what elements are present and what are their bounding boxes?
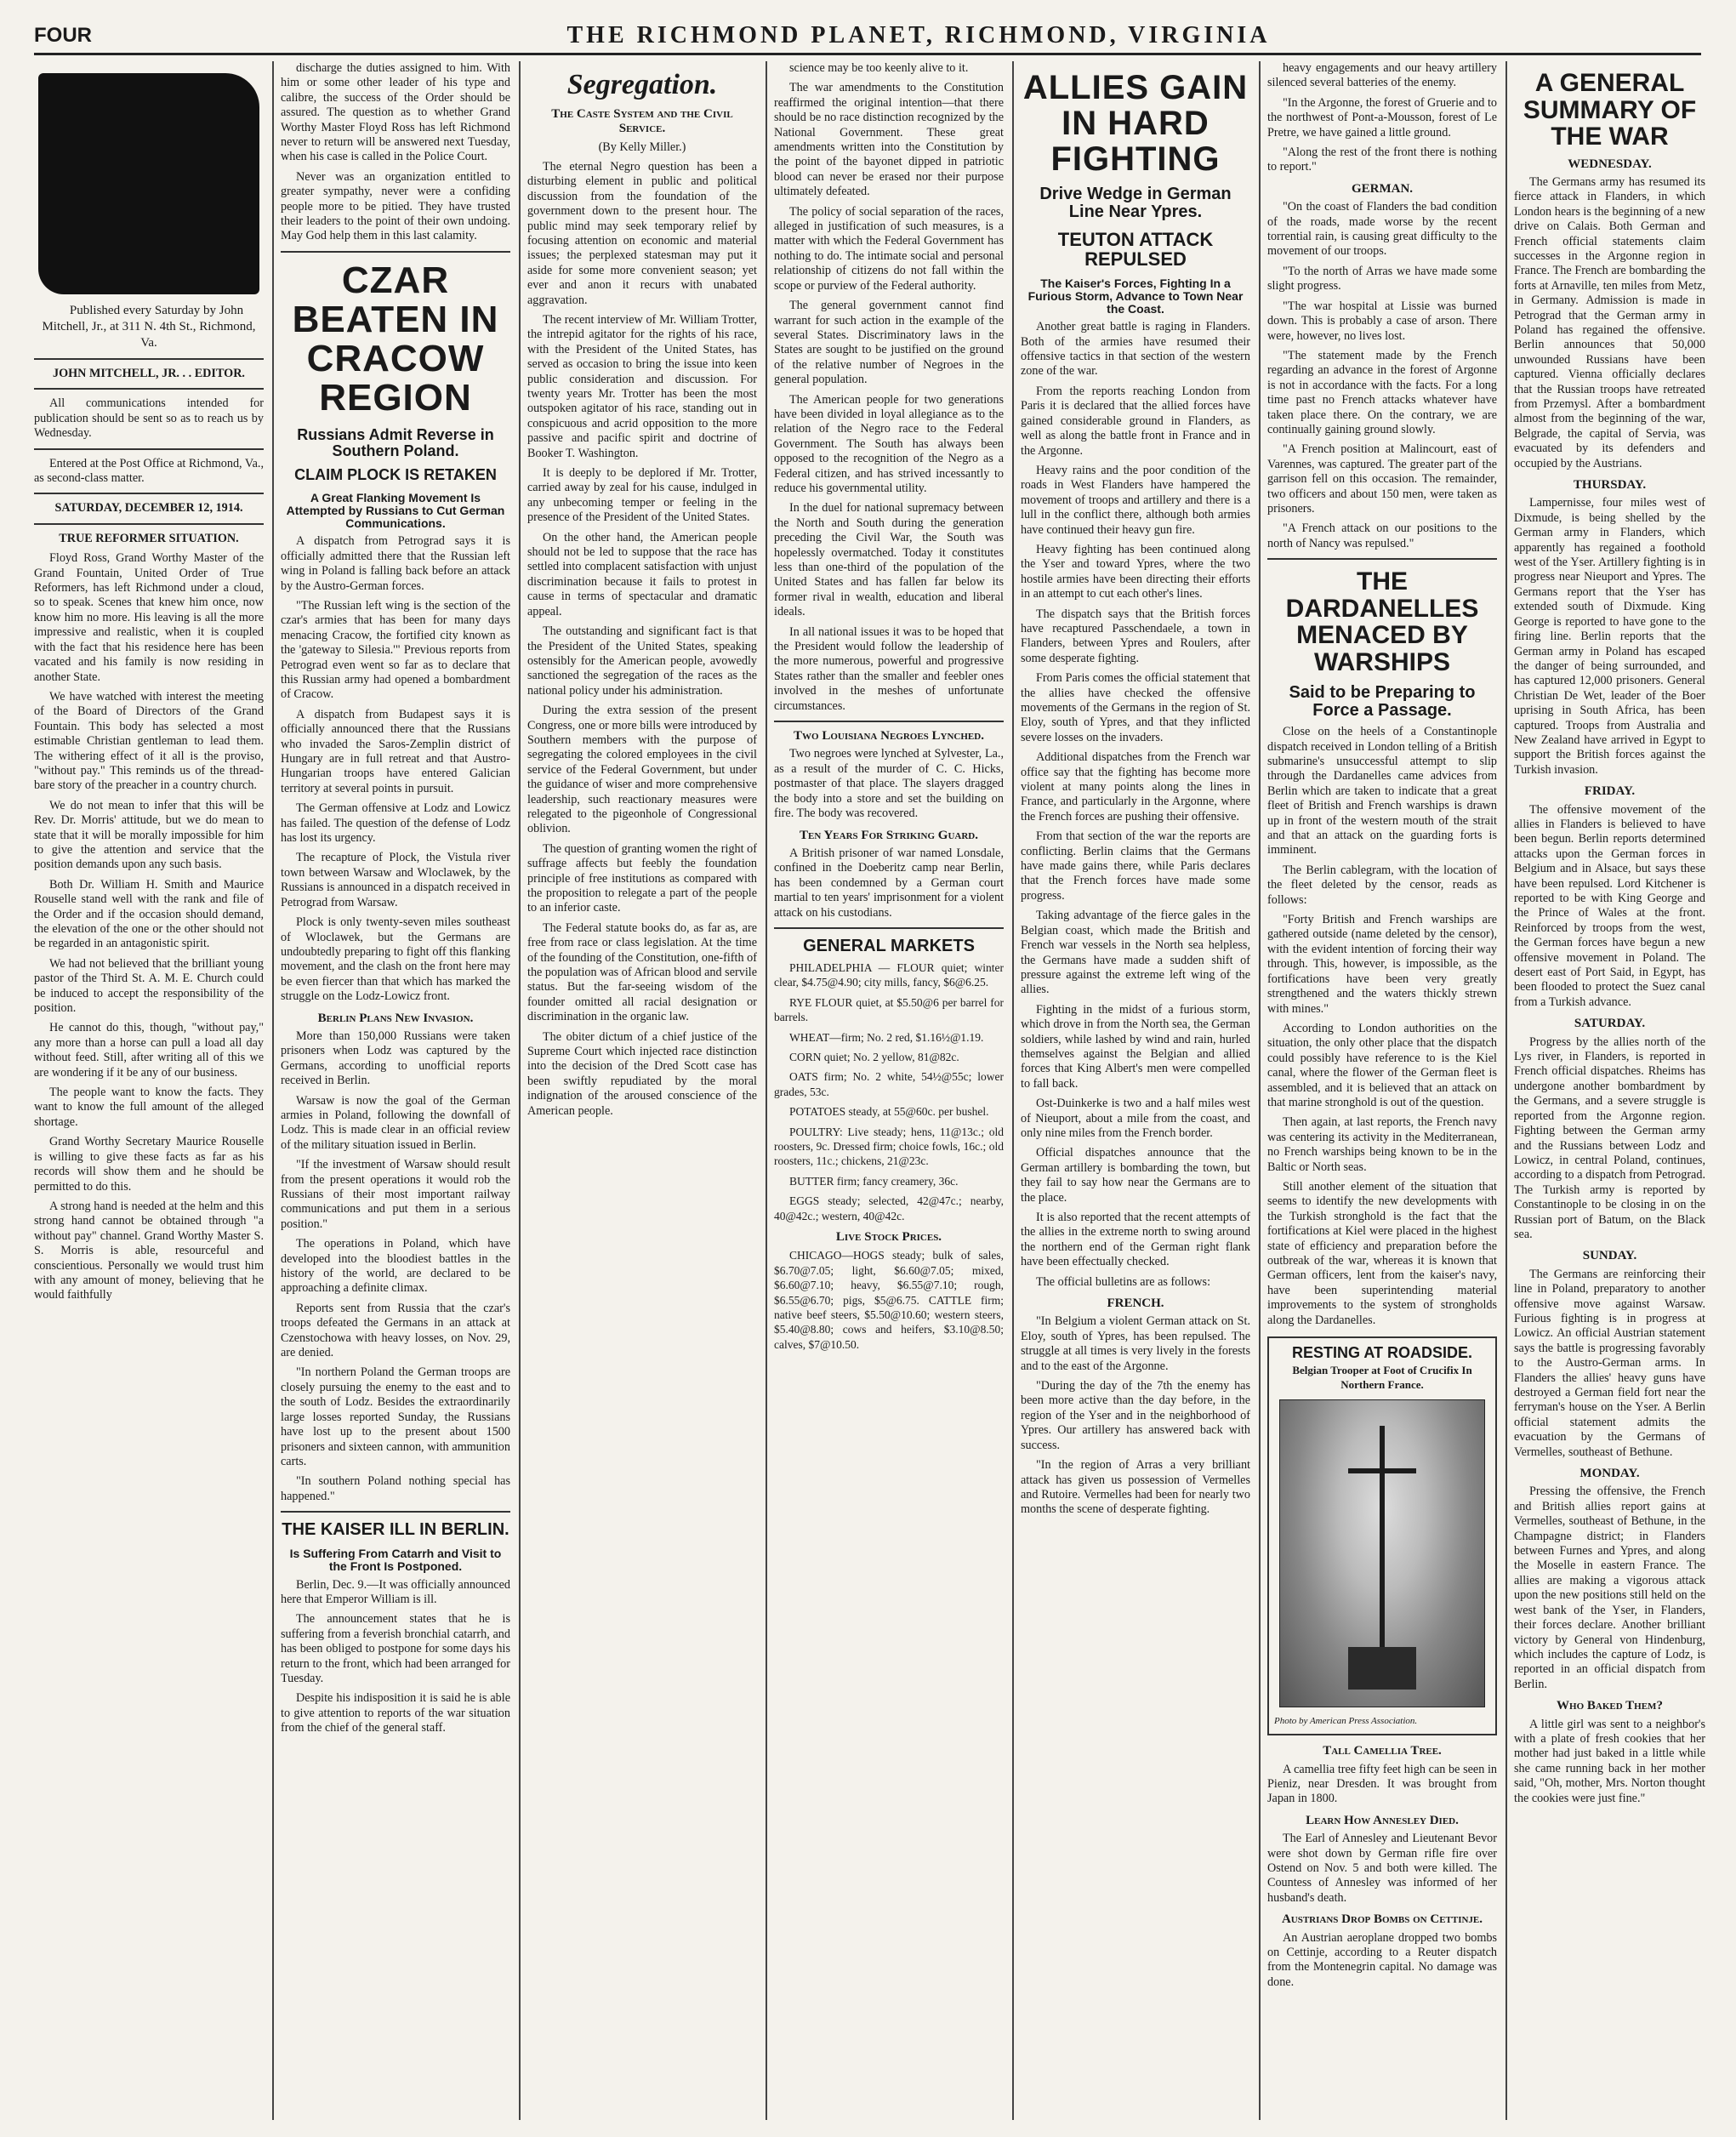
article-paragraph: Reports sent from Russia that the czar's troops defeated the Germans in an attack at Czenstochowa with heavy losses, on Nov. 29, are denied. <box>281 1301 510 1360</box>
deck: A Great Flanking Movement Is Attempted by Russians to Cut German Communications. <box>286 491 505 530</box>
day-heading: WEDNESDAY. <box>1568 157 1652 171</box>
article-paragraph: A strong hand is needed at the helm and this strong hand cannot be obtained through "a without pay" channel. Grand Worthy Master S. S. Morris is able, resourceful and conscientious. Personally we would trust him with any amount of money, believing that he would faithfully <box>34 1199 264 1302</box>
article-paragraph: An Austrian aeroplane dropped two bombs on Cettinje, according to a Reuter dispatch from the Montenegrin capital. No damage was done. <box>1267 1930 1497 1989</box>
page-number: FOUR <box>34 24 92 47</box>
article-paragraph: A British prisoner of war named Lonsdale, confined in the Doeberitz camp near Berlin, has been condemned by a German court martial to ten years' imprisonment for a violent attack on his custodians. <box>774 846 1004 920</box>
article-paragraph: Taking advantage of the fierce gales in the Belgian coast, which made the British and French war vessels in the North sea helpless, the Germans have made a sudden shift of pressure against the extreme left wing of the allies. <box>1021 909 1250 997</box>
article-paragraph: Still another element of the situation that seems to identify the new developments with the Turkish stronghold is the fact that the fortifications at Kiel were placed in the highest state of efficiency and preparation before the outbreak of the war, whereas it is known that German officers, lent from the kaiser's navy, have been superintending material improvements to the system of strongholds along the Dardanelles. <box>1267 1179 1497 1327</box>
article-paragraph: The Germans army has resumed its fierce attack in Flanders, in which London hears is the beginning of a new drive on Calais. Both German and French official statements claim successes in the Argonne region in France. The French are bombarding the forts at Arnaville, ten miles from Metz, in Germany. Admission is made in Petrograd that the German army in Poland has regained the offensive. Berlin announces that 50,000 unwounded Russians have been captured. Vienna officially declares that the Russian troops have retreated from Przemysl. After a bombardment almost from the beginning of the war, Belgrade, the capital of Servia, was evacuated by its defenders and occupied by the Austrians. <box>1514 174 1705 470</box>
photo-title: RESTING AT ROADSIDE. <box>1291 1344 1472 1362</box>
notice-communications: All communications intended for publication should be sent so as to reach us by Wednesday. <box>34 396 264 441</box>
article-paragraph: "On the coast of Flanders the bad condition of the roads, made worse by the recent torrential rain, is causing great difficulty to the movement of our troops. <box>1267 200 1497 259</box>
article-paragraph: From that section of the war the reports are conflicting. Berlin claims that the Germans have made gains there, while Paris declares that the French forces have made some progress. <box>1021 829 1250 903</box>
article-paragraph: From the reports reaching London from Paris it is declared that the allied forces have gained considerable ground in Flanders, as well as along the battle front in France and in the Argonne. <box>1021 384 1250 458</box>
column-7 <box>1514 61 1705 2120</box>
headline-allies: ALLIES GAIN IN HARD FIGHTING <box>1022 69 1249 178</box>
market-line: CORN quiet; No. 2 yellow, 81@82c. <box>789 1050 959 1063</box>
article-paragraph: discharge the duties assigned to him. With him or some other leader of his type and calibre, the success of the Order should be assured. The question as to whether Grand Worthy Master Floyd Ross has left Richmond never to return will be answered next Tuesday, when his case is called in the Police Court. <box>281 61 510 164</box>
subhead: Said to be Preparing to Force a Passage. <box>1289 683 1476 721</box>
article-paragraph: The dispatch says that the British forces have recaptured Passchendaele, a town in Flanders, between Ypres and Roulers, after some desperate fighting. <box>1021 607 1250 665</box>
column-6 <box>1267 61 1497 2120</box>
deck: Is Suffering From Catarrh and Visit to the Front Is Postponed. <box>289 1547 502 1573</box>
article-paragraph: The recent interview of Mr. William Trotter, the intrepid agitator for the rights of his race, with the President of the United States, has served as occasion to bring the issue into keen public consideration and discussion. For twenty years Mr. Trotter has been the most outspoken agitator of his race, standing out in conspicuous and acrid opposition to the more passive and pacific spirit and doctrine of Booker T. Washington. <box>527 312 757 460</box>
article-paragraph: "In Belgium a violent German attack on St. Eloy, south of Ypres, has been repulsed. The struggle at all times is very lively in the forests and to the east of the Argonne. <box>1021 1314 1250 1373</box>
masthead <box>34 19 1701 55</box>
subhead: GERMAN. <box>1351 181 1414 196</box>
article-paragraph: The eternal Negro question has been a disturbing element in public and political discussion from the foundation of the government down to the present hour. The public mind may seek temporary relief by focusing attention on economic and material issues; the perplexed statesman may put it aside for some more convenient season; yet ever and anon it recurs with unabated aggravation. <box>527 159 757 307</box>
column-3 <box>527 61 757 2120</box>
article-paragraph: Never was an organization entitled to greater sympathy, never were a confiding people more to be pitied. They have trusted their leaders to the point of their own undoing. May God help them in this last calamity. <box>281 169 510 243</box>
article-paragraph: "To the north of Arras we have made some slight progress. <box>1267 264 1497 293</box>
headline-markets: GENERAL MARKETS <box>803 936 975 955</box>
article-paragraph: "The Russian left wing is the section of the czar's armies that has been for many days menacing Cracow, the fortified city known as the 'gateway to Silesia.'" Previous reports from Petrograd even went so far as to declare that this Russian army had opened a bombardment of Cracow. <box>281 598 510 702</box>
column-4 <box>774 61 1004 2120</box>
headline-czar: CZAR BEATEN IN CRACOW REGION <box>292 259 499 419</box>
article-paragraph: The announcement states that he is suffering from a feverish bronchial catarrh, and has been obliged to postpone for some days his return to the front, which had been arranged for Tuesday. <box>281 1612 510 1685</box>
article-paragraph: Warsaw is now the goal of the German armies in Poland, following the downfall of Lodz. This is made clear in an official review of the military situation issued in Berlin. <box>281 1093 510 1152</box>
subhead: Berlin Plans New Invasion. <box>317 1011 474 1025</box>
column-1 <box>34 61 264 2120</box>
article-paragraph: "The statement made by the French regarding an advance in the forest of Argonne is not in accordance with the facts. For a long time past no French attacks whatever have taken place there. On the contrary, we are continually gaining ground slowly. <box>1267 348 1497 436</box>
article-paragraph: It is deeply to be deplored if Mr. Trotter, carried away by zeal for his cause, indulged in any unbecoming temper or feeling in the presence of the President of the United States. <box>527 466 757 525</box>
subhead: Drive Wedge in German Line Near Ypres. <box>1039 185 1232 221</box>
article-paragraph: In the duel for national supremacy between the North and South during the generation preceding the Civil War, the South was hopelessly overmatched. Today it constitutes less than one-third of the population of the United States and has fallen far below its former rival in wealth, education and liberal ideals. <box>774 501 1004 619</box>
article-paragraph: He cannot do this, though, "without pay," any more than a horse can pull a load all day without feed. Still, after writing all of this we are wondering if it be any of our business. <box>34 1021 264 1080</box>
market-line: POULTRY: Live steady; hens, 11@13c.; old roosters, 9c. Dressed firm; choice fowls, 16c.; old roosters, 11c.; chickens, 21@23c. <box>774 1125 1004 1168</box>
article-paragraph: "In northern Poland the German troops are closely pursuing the enemy to the east and to the south of Lodz. Besides the extraordinarily large losses reported Sunday, the Russians have lost up to the present about 1500 prisoners and sixteen cannon, with ammunition carts. <box>281 1365 510 1468</box>
article-paragraph: Pressing the offensive, the French and British allies report gains at Vermelles, southeast of Bethune, in the Champagne district; in Flanders between Furnes and Ypres, and along the Moselle in eastern France. The allies are making a vigorous attack upon the new positions still held on the west bank of the Yser, in Flanders, their forces declare. Another brilliant victory by General von Hindenburg, which includes the capture of Lodz, is reported in an official dispatch from Berlin. <box>1514 1485 1705 1691</box>
column-5 <box>1021 61 1250 2120</box>
article-paragraph: The German offensive at Lodz and Lowicz has failed. The question of the defense of Lodz has lost its urgency. <box>281 801 510 846</box>
article-paragraph: We had not believed that the brilliant young pastor of the Third St. A. M. E. Church could be induced to accept the responsibility of the position. <box>34 956 264 1016</box>
subhead: TEUTON ATTACK REPULSED <box>1057 229 1214 271</box>
article-paragraph: heavy engagements and our heavy artillery silenced several batteries of the enemy. <box>1267 61 1497 90</box>
column-2 <box>281 61 510 2120</box>
day-heading: FRIDAY. <box>1584 784 1636 799</box>
photo-credit: Photo by American Press Association. <box>1274 1715 1418 1726</box>
article-paragraph: The recapture of Plock, the Vistula river town between Warsaw and Wloclawek, by the Russians is announced in a dispatch received in Petrograd from Warsaw. <box>281 851 510 909</box>
article-paragraph: The outstanding and significant fact is that the President of the United States, speaking ostensibly for the American people, avowedly sanctioned the segregation of the races as the national policy under his administration. <box>527 624 757 698</box>
market-line: CHICAGO—HOGS steady; bulk of sales, $6.70@7.05; light, $6.60@7.05; mixed, $6.60@7.10; heavy, $6.55@7.10; rough, $6.55@6.70; pigs, $5@6.75. CATTLE firm; native beef steers, $5.50@10.60; western steers, $5.40@8.80; cows and heifers, $3.10@8.50; calves, $7@10.50. <box>774 1249 1004 1351</box>
article-paragraph: From Paris comes the official statement that the allies have checked the offensive movements of the Germans in the region of St. Eloy, south of Ypres, and that they inflicted severe losses on the invaders. <box>1021 671 1250 744</box>
issue-date: SATURDAY, DECEMBER 12, 1914. <box>54 501 243 516</box>
byline: (By Kelly Miller.) <box>598 140 686 154</box>
article-paragraph: Official dispatches announce that the German artillery is bombarding the town, but they fail to say how near the Germans are to the place. <box>1021 1146 1250 1205</box>
article-paragraph: Then again, at last reports, the French navy was centering its activity in the Mediterranean, no French warships being known to be in the Baltic or North seas. <box>1267 1115 1497 1174</box>
subhead: Ten Years For Striking Guard. <box>800 828 978 842</box>
subhead: CLAIM PLOCK IS RETAKEN <box>294 466 497 484</box>
publisher-info: Published every Saturday by John Mitchell, Jr., at 311 N. 4th St., Richmond, Va. <box>42 304 256 350</box>
photo-box <box>1267 1336 1497 1735</box>
article-paragraph: "If the investment of Warsaw should result from the present operations it would rob the Russians of their most important railway communications and put them in a serious position." <box>281 1158 510 1231</box>
day-heading: THURSDAY. <box>1573 478 1647 493</box>
article-paragraph: Close on the heels of a Constantinople dispatch received in London telling of a British submarine's unsuccessful attempt to slip through the Dardanelles came advices from Berlin which are taken to indicate that a great fleet of British and French warships is drawn up in front of the western mouth of the strait and that an attack on the guarding forts is imminent. <box>1267 725 1497 858</box>
subhead: Who Baked Them? <box>1557 1699 1663 1713</box>
article-paragraph: The policy of social separation of the races, alleged in justification of such measures, is a matter with which the Federal Government has nothing to do. The intimate social and personal relationship of citizens do not fall within the scope or purview of the Federal authority. <box>774 204 1004 293</box>
subhead: Live Stock Prices. <box>835 1230 942 1245</box>
article-paragraph: The American people for two generations have been divided in loyal allegiance as to the relation of the Negro race to the Federal Government. The South has always been opposed to the recognition of the Negro as a Federal citizen, and has strived incessantly to reduce his governmental utility. <box>774 392 1004 495</box>
article-paragraph: The operations in Poland, which have developed into the bloodiest battles in the history of the world, are declared to be approaching a definite climax. <box>281 1237 510 1296</box>
article-paragraph: We do not mean to infer that this will be Rev. Dr. Morris' attitude, but we do mean to state that it will be morally impossible for him to give the attention and service that the position demands upon any such basis. <box>34 798 264 872</box>
article-paragraph: "Forty British and French warships are gathered outside (name deleted by the censor), with the evident intention of forcing their way through. This, however, is impossible, as the fortifications have been very greatly strengthened and the waters thickly strewn with mines." <box>1267 913 1497 1016</box>
article-paragraph: Berlin, Dec. 9.—It was officially announced here that Emperor William is ill. <box>281 1577 510 1606</box>
subhead: Austrians Drop Bombs on Cettinje. <box>1281 1912 1483 1927</box>
newspaper-logo <box>38 73 259 294</box>
subhead: Tall Camellia Tree. <box>1323 1744 1442 1758</box>
market-line: RYE FLOUR quiet, at $5.50@6 per barrel for barrels. <box>774 995 1004 1024</box>
article-paragraph: Ost-Duinkerke is two and a half miles west of Nieuport, about a mile from the coast, and only nine miles from the French border. <box>1021 1097 1250 1140</box>
article-paragraph: The offensive movement of the allies in Flanders is believed to have been begun. Berlin reports determined attacks upon the German forces in Belgium and in Alsace, but says these have been repulsed. Lord Kitchener is reported to be with King George and the Prince of Wales at the front. Reinforced by troops from the west, the German forces have begun a new offensive movement in Poland. The desert east of Port Said, in Egypt, has been flooded to protect the Suez canal from a Turkish advance. <box>1514 802 1705 1009</box>
article-paragraph: "During the day of the 7th the enemy has been more active than the day before, in the region of the Yser and in the neighborhood of Ypres. Our artillery has answered back with success. <box>1021 1379 1250 1452</box>
article-paragraph: "A French attack on our positions to the north of Nancy was repulsed." <box>1267 521 1497 550</box>
article-paragraph: The general government cannot find warrant for such action in the example of the several States. Discriminatory laws in the States are sought to be justified on the ground of the relative number of Negroes in the general population. <box>774 299 1004 387</box>
article-paragraph: The people want to know the facts. They want to know the full amount of the alleged shortage. <box>34 1086 264 1129</box>
article-paragraph: "The war hospital at Lissie was burned down. This is probably a case of arson. There were, however, no lives lost. <box>1267 299 1497 343</box>
market-line: BUTTER firm; fancy creamery, 36c. <box>789 1174 959 1188</box>
article-paragraph: The Federal statute books do, as far as, are free from race or class legislation. At the time of the founding of the Constitution, one-fifth of the population was of African blood and servile status. But the far-seeing wisdom of the founder omitted all racial designation or discrimination in the organic law. <box>527 920 757 1024</box>
headline-summary: A GENERAL SUMMARY OF THE WAR <box>1523 69 1697 151</box>
market-line: WHEAT—firm; No. 2 red, $1.16½@1.19. <box>789 1030 984 1044</box>
article-paragraph: Heavy rains and the poor condition of the roads in West Flanders have hampered the movement of troops and artillery and there is a lull in the conflict there, although both armies have continued their heavy gun fire. <box>1021 463 1250 537</box>
article-paragraph: The question of granting women the right of suffrage affects but feebly the foundation principle of free institutions as compared with the proposition to relegate a part of the people to an inferior caste. <box>527 841 757 915</box>
day-heading: SUNDAY. <box>1582 1249 1637 1263</box>
market-line: EGGS steady; selected, 42@47c.; nearby, 40@42c.; western, 40@42c. <box>774 1194 1004 1222</box>
article-paragraph: The Germans are reinforcing their line in Poland, preparatory to another offensive move against Warsaw. Furious fighting is in progress at Lowicz. An official Austrian statement says the battle is progressing favorably to the Austro-German arms. In Flanders the allies' heavy guns have destroyed a German field fort near the ferryman's house on the Yser. A Berlin official statement admits the evacuation by the Germans of Vermelles, southeast of Bethune. <box>1514 1267 1705 1459</box>
article-paragraph: In all national issues it was to be hoped that the President would follow the leadership of the more numerous, powerful and progressive States rather than the smaller and feebler ones involved in the meshes of unfortunate circumstances. <box>774 624 1004 713</box>
day-heading: MONDAY. <box>1579 1467 1640 1481</box>
article-paragraph: We have watched with interest the meeting of the Board of Directors of the Grand Fountain. This body has selected a most estimable Christian gentleman to lead them. The withering effect of it all is the proviso, "without pay." This reminds us of the thread-bare story of the preacher in a country church. <box>34 689 264 793</box>
article-paragraph: science may be too keenly alive to it. <box>789 61 969 75</box>
article-paragraph: Another great battle is raging in Flanders. Both of the armies have resumed their offensive tactics in that section of the western zone of the war. <box>1021 320 1250 379</box>
article-paragraph: Floyd Ross, Grand Worthy Master of the Grand Fountain, United Order of True Reformers, has left Richmond under a cloud, so to speak. Scenes that knew him once, now know him no more. His leaving is all the more impressive and realistic, when it is coupled with the fact that his residence here has been vacated and his family is now residing in another State. <box>34 551 264 684</box>
article-paragraph: "A French position at Malincourt, east of Varennes, was captured. The greater part of the garrison fell on this occasion. The remainder, two officers and about 150 men, were taken as prisoners. <box>1267 442 1497 516</box>
headline-kaiser: THE KAISER ILL IN BERLIN. <box>282 1520 509 1540</box>
headline-segregation: Segregation. <box>566 69 718 100</box>
market-line: OATS firm; No. 2 white, 54½@55c; lower grades, 53c. <box>774 1070 1004 1098</box>
article-paragraph: Plock is only twenty-seven miles southeast of Wloclawek, but the Germans are undoubtedly preparing to fight off this flanking movement, and the clash on the front here may be even fiercer than that which has marked the struggle on the Lodz-Lowicz front. <box>281 915 510 1004</box>
article-paragraph: Heavy fighting has been continued along the Yser and toward Ypres, where the two hostile armies have been directing their efforts in an attempt to cut each other's lines. <box>1021 542 1250 601</box>
subhead: Learn How Annesley Died. <box>1306 1813 1459 1827</box>
subhead: Two Louisiana Negroes Lynched. <box>794 729 984 744</box>
article-paragraph: On the other hand, the American people should not be led to suppose that the race has settled into complacent satisfaction with unjust discrimination because it fails to protest in cause in terms of spectacular and dramatic appeal. <box>527 530 757 618</box>
article-paragraph: Progress by the allies north of the Lys river, in Flanders, is reported in French official dispatches. Rheims has undergone another bombardment by the Germans, and a severe struggle is reported from the Argonne region. Fighting between the German army and the Russians between Lodz and Lowicz, in central Poland, continues, according to a dispatch from Petrograd. The Turkish army is reported by Constantinople to be closing in on the Russian port of Batum, on the Black sea. <box>1514 1034 1705 1241</box>
article-paragraph: Fighting in the midst of a furious storm, which drove in from the North sea, the German soldiers, while lashed by wind and rain, hurled themselves against the Belgian and allied forces that King Albert's men were compelled to fall back. <box>1021 1002 1250 1091</box>
article-paragraph: More than 150,000 Russians were taken prisoners when Lodz was captured by the Germans, according to unofficial reports received in Berlin. <box>281 1029 510 1088</box>
photo-subtitle: Belgian Trooper at Foot of Crucifix In Northern France. <box>1292 1363 1472 1392</box>
article-paragraph: The official bulletins are as follows: <box>1036 1274 1211 1289</box>
article-paragraph: "In the Argonne, the forest of Gruerie and to the northwest of Pont-a-Mousson, forest of Le Pretre, we have gained a little ground. <box>1267 95 1497 140</box>
article-paragraph: Additional dispatches from the French war office say that the fighting has become more violent at many points along the lines in France, and particularly in the Argonne, where the French forces are pushing their offensive. <box>1021 750 1250 823</box>
article-paragraph: During the extra session of the present Congress, one or more bills were introduced by Southern members with the purpose of segregating the colored employees in the civil service of the Federal Government, but under the guidance of wiser and more comprehensive leadership, such reactionary measures were relegated to the pigeonhole of Congressional oblivion. <box>527 704 757 836</box>
article-paragraph: The war amendments to the Constitution reaffirmed the original intention—that there should be no race distinction recognized by the National Government. These great amendments written into the Constitution by the point of the bayonet dipped in patriotic blood can never be erased nor their purpose ultimately defeated. <box>774 81 1004 199</box>
article-paragraph: According to London authorities on the situation, the only other place that the dispatch could possibly have reference to is the Kiel canal, where the flower of the German fleet is assembled, and it is believed that an attack on that marine stronghold is out of the question. <box>1267 1021 1497 1109</box>
article-paragraph: Lampernisse, four miles west of Dixmude, is being shelled by the German army in Flanders, which apparently has regained a foothold west of the Yser. Artillery fighting is in progress near Nieuport and Ypres. The Germans report that the Yser has extended south of Dixmude. King George is reported to have gone to the firing line. Berlin reports that the German army in Poland has escaped the danger of being surrounded, and has captured 12,000 prisoners. General Christian De Wet, leader of the Boer uprising in South Africa, has been captured. Troops from Australia and New Zealand have arrived in Egypt to support the British forces against the Turkish invasion. <box>1514 496 1705 777</box>
article-paragraph: Both Dr. William H. Smith and Maurice Rouselle stand well with the rank and file of the Order and if the occasion should demand, the elevation of the one or the other should not be regarded in an antagonistic spirit. <box>34 877 264 951</box>
market-line: POTATOES steady, at 55@60c. per bushel. <box>789 1105 989 1119</box>
subhead: The Caste System and the Civil Service. <box>551 106 733 136</box>
article-paragraph: The Berlin cablegram, with the location of the fleet deleted by the censor, reads as follows: <box>1267 863 1497 907</box>
market-line: PHILADELPHIA — FLOUR quiet; winter clear, $4.75@4.90; city mills, fancy, $6@6.25. <box>774 960 1004 989</box>
deck: The Kaiser's Forces, Fighting In a Furious Storm, Advance to Town Near the Coast. <box>1027 276 1244 316</box>
article-paragraph: "In southern Poland nothing special has happened." <box>281 1474 510 1503</box>
article-paragraph: A camellia tree fifty feet high can be seen in Pieniz, near Dresden. It was brought from Japan in 1800. <box>1267 1762 1497 1806</box>
day-heading: SATURDAY. <box>1574 1017 1646 1031</box>
section-heading: TRUE REFORMER SITUATION. <box>59 531 239 545</box>
article-paragraph: "In the region of Arras a very brilliant attack has given us possession of Vermelles and Rutoire. Vermelles had been for nearly two months the scene of desperate fighting. <box>1021 1458 1250 1517</box>
article-paragraph: "Along the rest of the front there is nothing to report." <box>1267 145 1497 174</box>
article-paragraph: Two negroes were lynched at Sylvester, La., as a result of the murder of C. C. Hicks, postmaster of that place. The slayers dragged the body into a store and set the building on fire. The body was recovered. <box>774 747 1004 821</box>
article-paragraph: Despite his indisposition it is said he is able to give attention to reports of the war situation from the chief of the general staff. <box>281 1691 510 1735</box>
article-paragraph: Grand Worthy Secretary Maurice Rouselle is willing to give these facts as far as his records will show them and he should be permitted to do this. <box>34 1135 264 1194</box>
headline-dardanelles: THE DARDANELLES MENACED BY WARSHIPS <box>1285 567 1479 676</box>
subhead: FRENCH. <box>1107 1296 1164 1311</box>
article-paragraph: The obiter dictum of a chief justice of the Supreme Court which injected race distinction into the decision of the Dred Scott case has been swiftly repudiated by the moral indignation of the aroused conscience of the American people. <box>527 1029 757 1118</box>
article-paragraph: A dispatch from Petrograd says it is officially admitted there that the Russian left wing in Poland is falling back before an attack by the Austro-German forces. <box>281 534 510 593</box>
article-paragraph: A little girl was sent to a neighbor's with a plate of fresh cookies that her mother had just baked in a little while she came running back in her mother said, "Oh, mother, Mrs. Norton thought the cookies were just fine." <box>1514 1717 1705 1805</box>
newspaper-title: THE RICHMOND PLANET, RICHMOND, VIRGINIA <box>566 22 1271 48</box>
crucifix-photo <box>1279 1399 1485 1707</box>
article-paragraph: A dispatch from Budapest says it is officially announced there that the Russians who invaded the Saros-Zemplin district of Hungary are in full retreat and that Austro-Hungarian troops have entered Galician territory at several points in pursuit. <box>281 707 510 795</box>
article-paragraph: It is also reported that the recent attempts of the allies in the extreme north to swing around the northern end of the German right flank have been effectually checked. <box>1021 1211 1250 1269</box>
article-paragraph: The Earl of Annesley and Lieutenant Bevor were shot down by German rifle fire over Ostend on Nov. 5 and both were killed. The Countess of Annesley was informed of her husband's death. <box>1267 1832 1497 1905</box>
subhead: Russians Admit Reverse in Southern Poland. <box>297 425 494 459</box>
notice-entered: Entered at the Post Office at Richmond, Va., as second-class matter. <box>34 456 264 486</box>
editor-line: JOHN MITCHELL, JR. . . EDITOR. <box>53 367 245 380</box>
